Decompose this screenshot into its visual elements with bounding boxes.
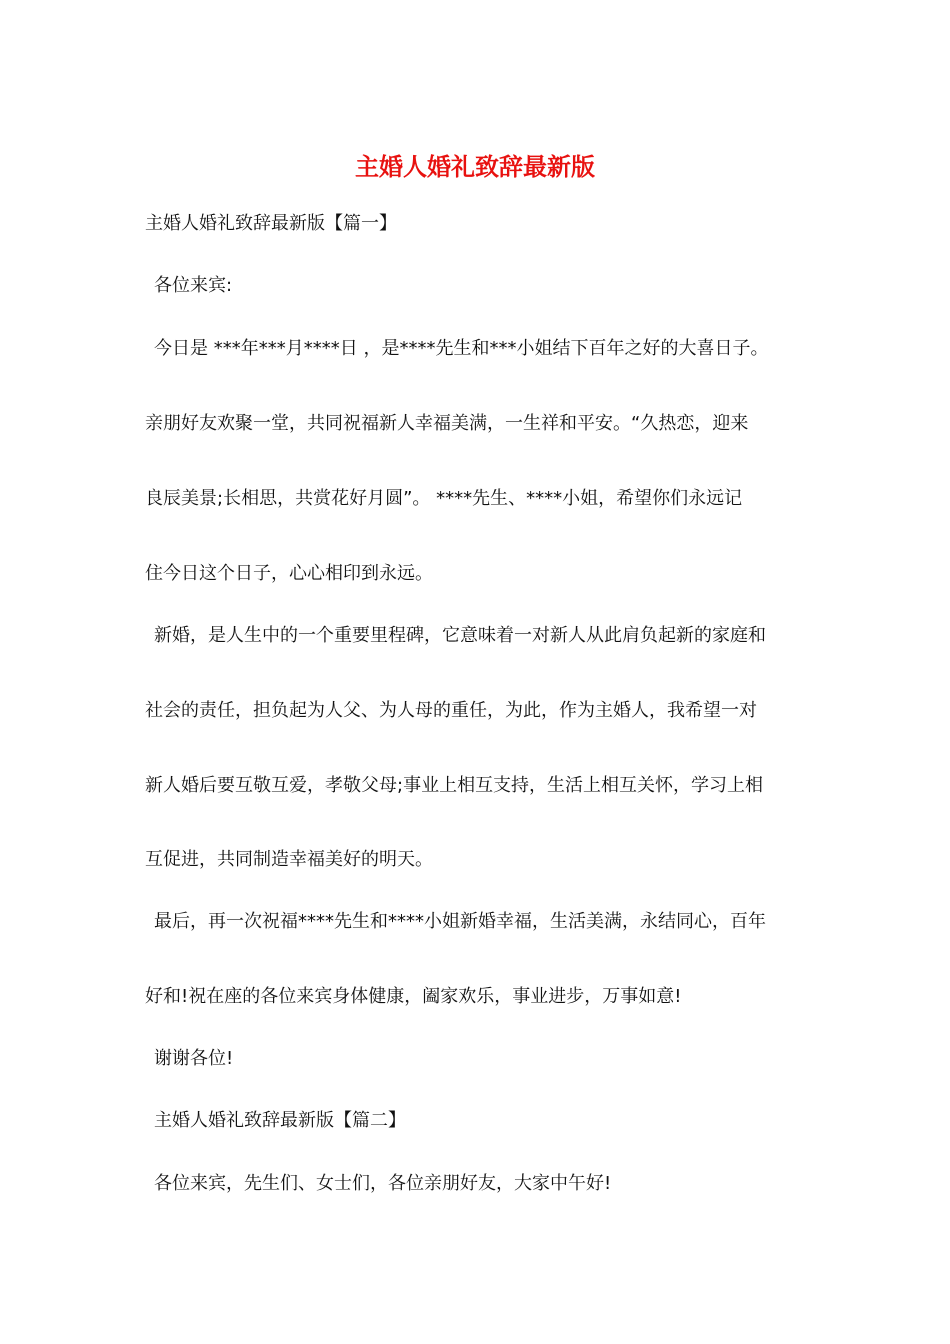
- section-heading-2: 主婚人婚礼致辞最新版【篇二】: [154, 1110, 406, 1131]
- paragraph-line: 亲朋好友欢聚一堂，共同祝福新人幸福美满，一生祥和平安。“久热恋，迎来: [145, 413, 749, 434]
- paragraph-line: 新婚，是人生中的一个重要里程碑，它意味着一对新人从此肩负起新的家庭和: [154, 625, 766, 646]
- paragraph-line: 谢谢各位!: [154, 1048, 234, 1069]
- paragraph-line: 良辰美景;长相思，共赏花好月圆”。 ****先生、****小姐，希望你们永远记: [145, 488, 743, 509]
- paragraph-line: 住今日这个日子，心心相印到永远。: [145, 563, 433, 584]
- paragraph-line: 各位来宾，先生们、女士们，各位亲朋好友，大家中午好!: [154, 1173, 612, 1194]
- document-title: 主婚人婚礼致辞最新版: [355, 152, 595, 181]
- paragraph-line: 好和!祝在座的各位来宾身体健康，阖家欢乐，事业进步，万事如意!: [145, 986, 682, 1007]
- paragraph-line: 社会的责任，担负起为人父、为人母的重任，为此，作为主婚人，我希望一对: [145, 700, 757, 721]
- section-heading-1: 主婚人婚礼致辞最新版【篇一】: [145, 213, 397, 234]
- paragraph-line: 互促进，共同制造幸福美好的明天。: [145, 849, 433, 870]
- paragraph-line: 各位来宾:: [154, 275, 233, 296]
- paragraph-line: 新人婚后要互敬互爱，孝敬父母;事业上相互支持，生活上相互关怀，学习上相: [145, 775, 764, 796]
- paragraph-line: 今日是 ***年***月****日 ，是****先生和***小姐结下百年之好的大喜日子。: [154, 338, 769, 359]
- paragraph-line: 最后，再一次祝福****先生和****小姐新婚幸福，生活美满，永结同心，百年: [154, 911, 766, 932]
